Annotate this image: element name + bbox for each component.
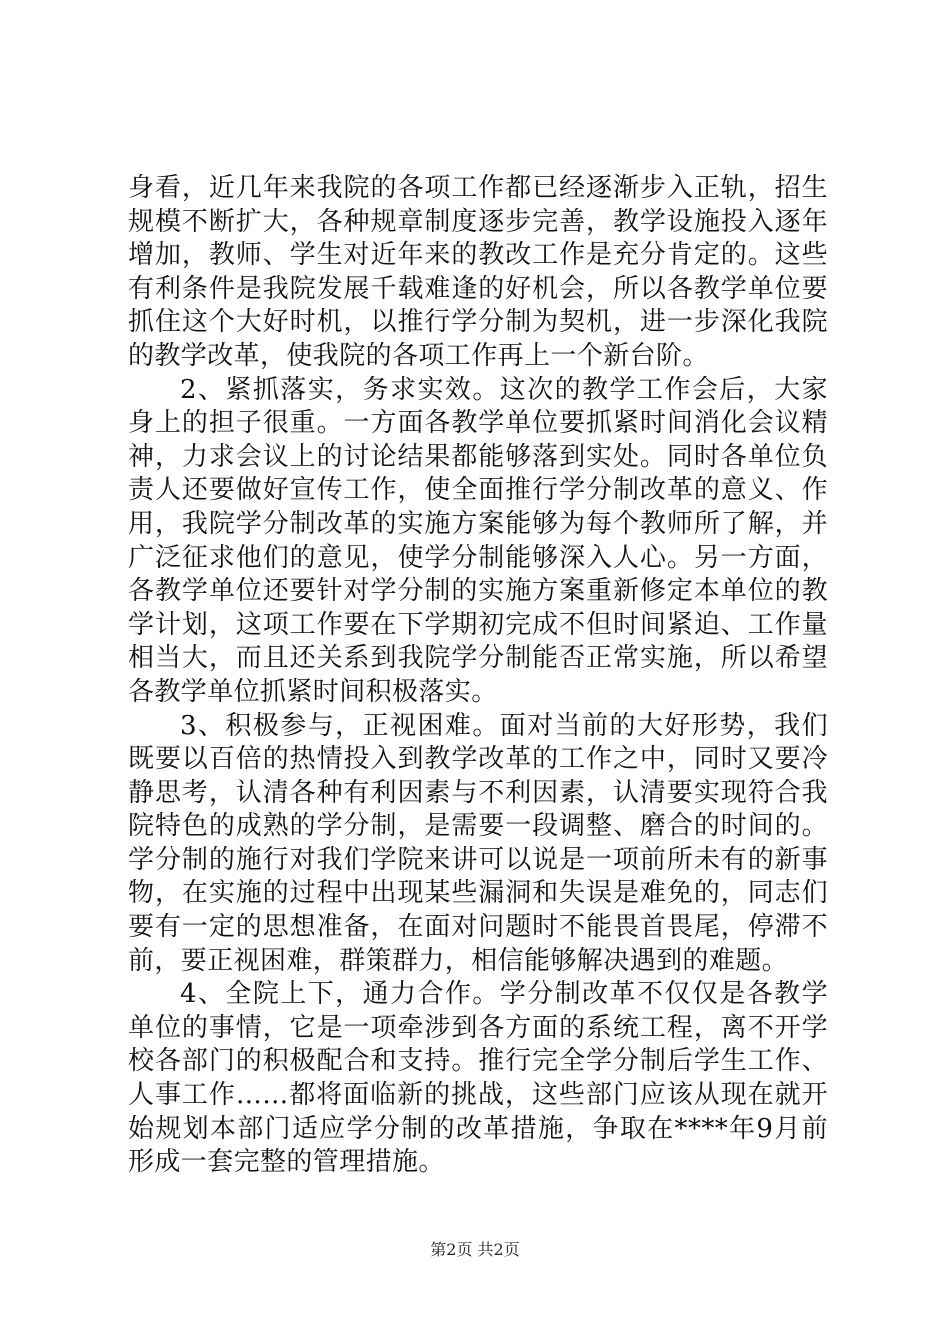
page-number-label: 第2页 共2页 xyxy=(430,1240,520,1259)
paragraph-1: 身看，近几年来我院的各项工作都已经逐渐步入正轨，招生规模不断扩大，各种规章制度逐步完善，教学设施投入逐年增加，教师、学生对近年来的教改工作是充分肯定的。这些有利条件是我院发展千载难逢的好机会，所以各教学单位要抓住这个大好时机，以推行学分制为契机，进一步深化我院的教学改革，使我院的各项工作再上一个新台阶。 xyxy=(128,173,828,371)
paragraph-2: 2、紧抓落实，务求实效。这次的教学工作会后，大家身上的担子很重。一方面各教学单位要抓紧时间消化会议精神，力求会议上的讨论结果都能够落到实处。同时各单位负责人还要做好宣传工作，使全面推行学分制改革的意义、作用，我院学分制改革的实施方案能够为每个教师所了解，并广泛征求他们的意见，使学分制能够深入人心。另一方面，各教学单位还要针对学分制的实施方案重新修定本单位的教学计划，这项工作要在下学期初完成不但时间紧迫、工作量相当大，而且还关系到我院学分制能否正常实施，所以希望各教学单位抓紧时间积极落实。 xyxy=(128,374,828,707)
document-body xyxy=(128,172,828,1180)
paragraph-3: 3、积极参与，正视困难。面对当前的大好形势，我们既要以百倍的热情投入到教学改革的工作之中，同时又要冷静思考，认清各种有利因素与不利因素，认清要实现符合我院特色的成熟的学分制，是需要一段调整、磨合的时间的。学分制的施行对我们学院来讲可以说是一项前所未有的新事物，在实施的过程中出现某些漏洞和失误是难免的，同志们要有一定的思想准备，在面对问题时不能畏首畏尾，停滞不前，要正视困难，群策群力，相信能够解决遇到的难题。 xyxy=(128,710,828,976)
page-footer xyxy=(0,1240,950,1260)
paragraph-4: 4、全院上下，通力合作。学分制改革不仅仅是各教学单位的事情，它是一项牵涉到各方面的系统工程，离不开学校各部门的积极配合和支持。推行完全学分制后学生工作、人事工作……都将面临新的挑战，这些部门应该从现在就开始规划本部门适应学分制的改革措施，争取在****年9月前形成一套完整的管理措施。 xyxy=(128,979,828,1178)
